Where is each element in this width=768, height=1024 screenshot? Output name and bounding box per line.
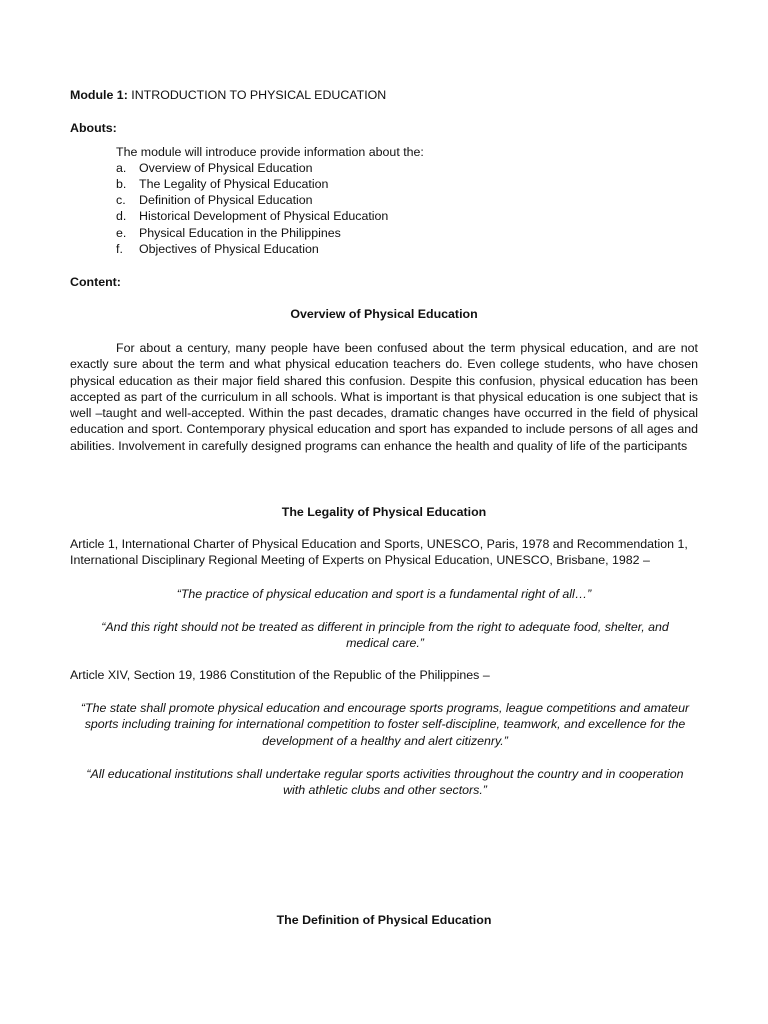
list-marker: d. (116, 209, 127, 223)
section-heading-definition: The Definition of Physical Education (276, 913, 492, 927)
abouts-intro: The module will introduce provide information about the: (116, 145, 424, 159)
list-marker: c. (116, 193, 126, 207)
content-label: Content: (70, 275, 121, 289)
quote-state-promote: “The state shall promote physical education and encourage sports programs, league competitions and amateur sports including training for international competition to foster self-discipline, teamwork, and excellence for the development of a healthy and alert citizenry.” (80, 701, 690, 748)
quote-fundamental-right: “The practice of physical education and sport is a fundamental right of all…” (176, 587, 592, 601)
citation-constitution: Article XIV, Section 19, 1986 Constitution of the Republic of the Philippines – (70, 668, 490, 682)
list-marker: f. (116, 242, 123, 256)
list-item-text: Physical Education in the Philippines (139, 226, 341, 240)
module-title (70, 88, 386, 102)
quote-right-not-different: “And this right should not be treated as different in principle from the right to adequate food, shelter, and medical care.” (101, 620, 669, 651)
list-item-text: Historical Development of Physical Education (139, 209, 389, 223)
list-item-text: The Legality of Physical Education (139, 177, 329, 191)
list-item-text: Definition of Physical Education (139, 193, 313, 207)
list-item-text: Overview of Physical Education (139, 161, 313, 175)
section-heading-legality: The Legality of Physical Education (281, 505, 487, 519)
section-heading-overview: Overview of Physical Education (290, 307, 478, 321)
module-title-text: INTRODUCTION TO PHYSICAL EDUCATION (131, 88, 387, 102)
list-marker: b. (116, 177, 127, 191)
list-marker: a. (116, 161, 127, 175)
module-prefix: Module 1: (70, 88, 128, 102)
quote-educational-institutions: “All educational institutions shall undertake regular sports activities throughout the country and in cooperation with athletic clubs and other sectors.” (86, 767, 684, 798)
list-item-text: Objectives of Physical Education (139, 242, 319, 256)
list-marker: e. (116, 226, 127, 240)
abouts-label: Abouts: (70, 121, 117, 135)
citation-unesco: Article 1, International Charter of Physical Education and Sports, UNESCO, Paris, 1978 and Recommendation 1, International Disciplinary Regional Meeting of Experts on Physical Education, UNESCO, Brisbane, 1982 – (70, 537, 688, 568)
overview-paragraph: For about a century, many people have been confused about the term physical education, and are not exactly sure about the term and what physical education teachers do. Even college students, who have chosen physical education as their major field shared this confusion. Despite this confusion, physical education has been accepted as part of the curriculum in all schools. What is important is that physical education is one subject that is well –taught and well-accepted. Within the past decades, dramatic changes have occurred in the field of physical education and sport. Contemporary physical education and sport has expanded to include persons of all ages and abilities. Involvement in carefully designed programs can enhance the health and quality of life of the participants (70, 341, 698, 453)
